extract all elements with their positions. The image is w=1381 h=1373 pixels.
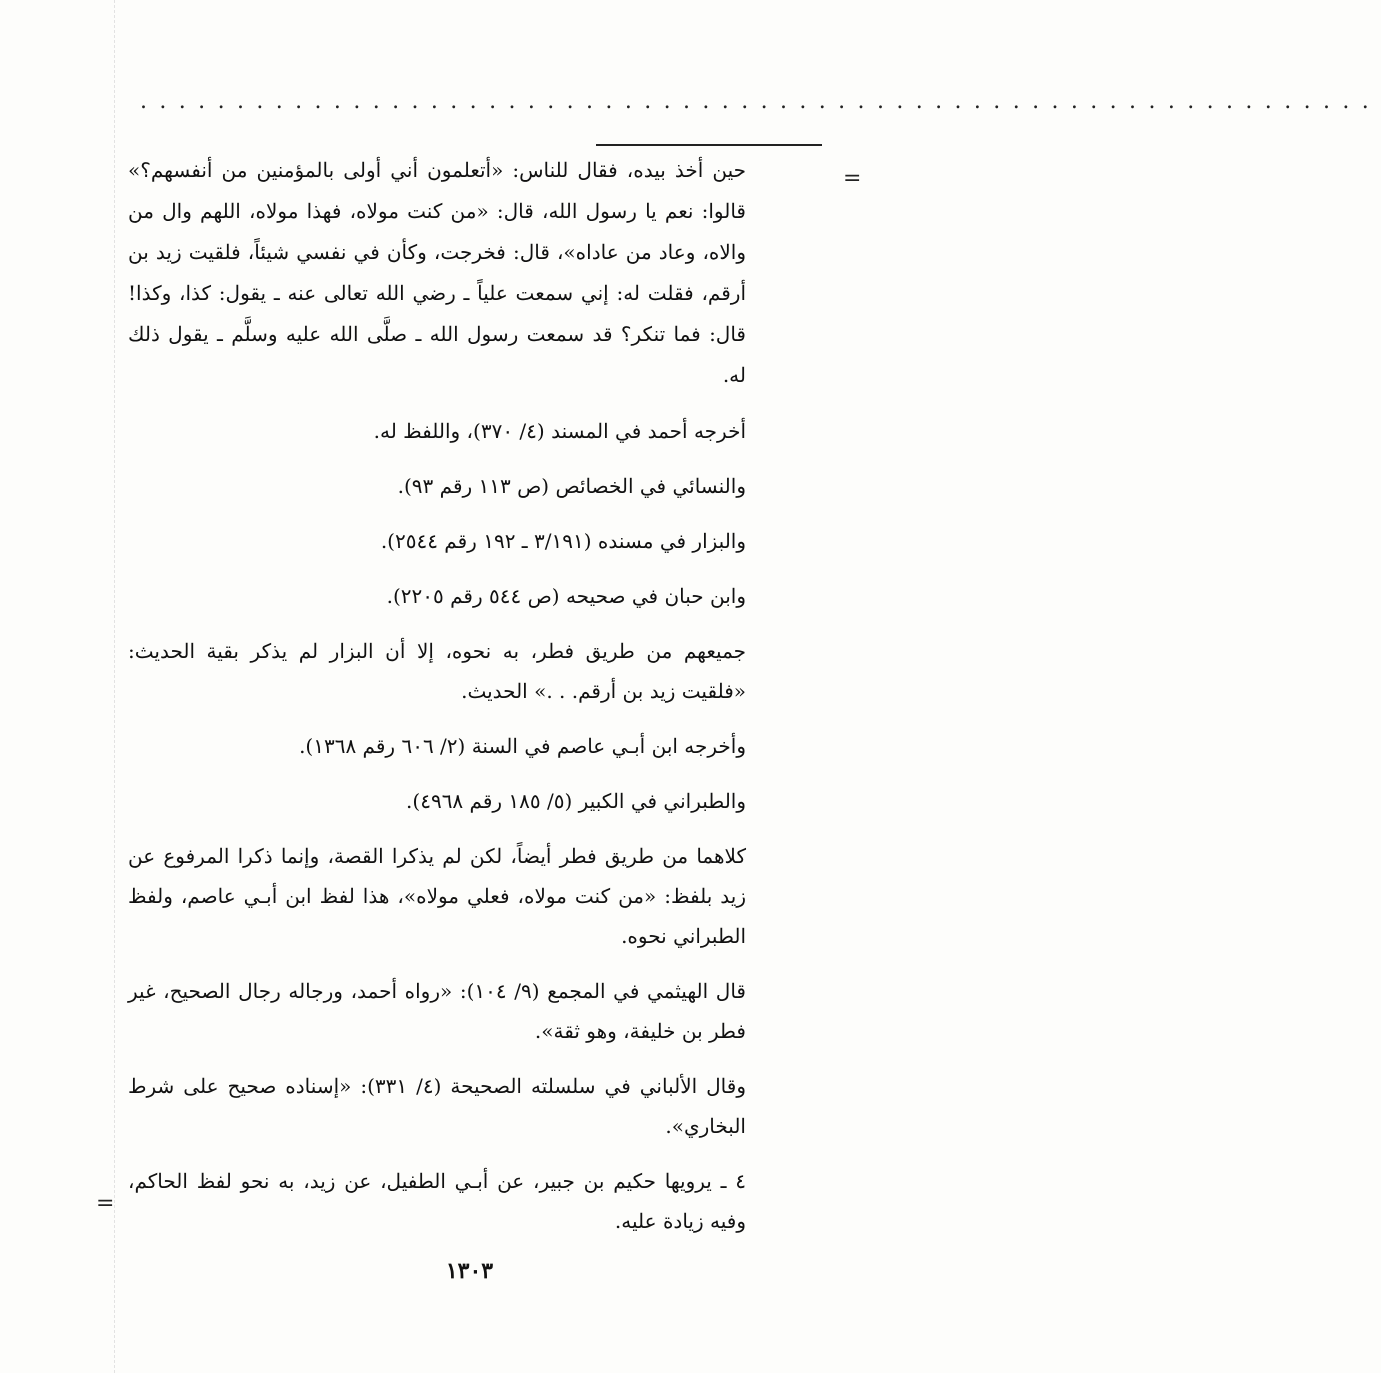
footnote-separator-rule bbox=[596, 144, 822, 146]
paragraph-ahmad: أخرجه أحمد في المسند (٤/ ٣٧٠)، واللفظ له. bbox=[373, 419, 746, 443]
continuation-mark-top: = bbox=[843, 166, 862, 191]
paragraph-albani: وقال الألباني في سلسلته الصحيحة (٤/ ٣٣١): «إسناده صحيح على شرط البخاري». bbox=[128, 1074, 746, 1138]
paragraph-tabarani: والطبراني في الكبير (٥/ ١٨٥ رقم ٤٩٦٨). bbox=[406, 789, 746, 813]
paragraph-haythami: قال الهيثمي في المجمع (٩/ ١٠٤): «رواه أحمد، ورجاله رجال الصحيح، غير فطر بن خليفة، وهو ثقة». bbox=[128, 979, 746, 1043]
paragraph-nasai: والنسائي في الخصائص (ص ١١٣ رقم ٩٣). bbox=[397, 474, 746, 498]
paragraph-both-via-fitr: كلاهما من طريق فطر أيضاً، لكن لم يذكرا القصة، وإنما ذكرا المرفوع عن زيد بلفظ: «من كنت مولاه، فعلي مولاه»، هذا لفظ ابن أبـي عاصم، ولفظ الطبراني نحوه. bbox=[128, 844, 746, 948]
page-body bbox=[128, 150, 746, 1256]
paragraph-hadith-text: حين أخذ بيده، فقال للناس: «أتعلمون أني أولى بالمؤمنين من أنفسهم؟» قالوا: نعم يا رسول الله، قال: «من كنت مولاه، فهذا مولاه، اللهم وال من والاه، وعاد من عاداه»، قال: فخرجت، وكأن في نفسي شيئاً، فلقيت زيد بن أرقم، فقلت له: إني سمعت علياً ـ رضي الله تعالى عنه ـ يقول: كذا، وكذا! قال: فما تنكر؟ قد سمعت رسول الله ـ صلَّى الله عليه وسلَّم ـ يقول ذلك له. bbox=[128, 158, 746, 387]
header-dotted-rule: ................................................................ bbox=[140, 89, 1381, 114]
paragraph-all-via-fitr: جميعهم من طريق فطر، به نحوه، إلا أن البزار لم يذكر بقية الحديث: «فلقيت زيد بن أرقم. . .» الحديث. bbox=[128, 639, 746, 703]
paragraph-bazzar: والبزار في مسنده (٣/١٩١ ـ ١٩٢ رقم ٢٥٤٤). bbox=[380, 529, 746, 553]
page-number: ١٣٠٣ bbox=[445, 1258, 494, 1284]
paragraph-ibn-abi-asim: وأخرجه ابن أبـي عاصم في السنة (٢/ ٦٠٦ رقم ١٣٦٨). bbox=[299, 734, 746, 758]
continuation-mark-bottom: = bbox=[96, 1191, 115, 1216]
paragraph-ibn-hibban: وابن حبان في صحيحه (ص ٥٤٤ رقم ٢٢٠٥). bbox=[386, 584, 746, 608]
paragraph-item-4: ٤ ـ يرويها حكيم بن جبير، عن أبـي الطفيل، عن زيد، به نحو لفظ الحاكم، وفيه زيادة عليه. bbox=[128, 1169, 746, 1233]
scan-edge-line bbox=[114, 0, 115, 1373]
